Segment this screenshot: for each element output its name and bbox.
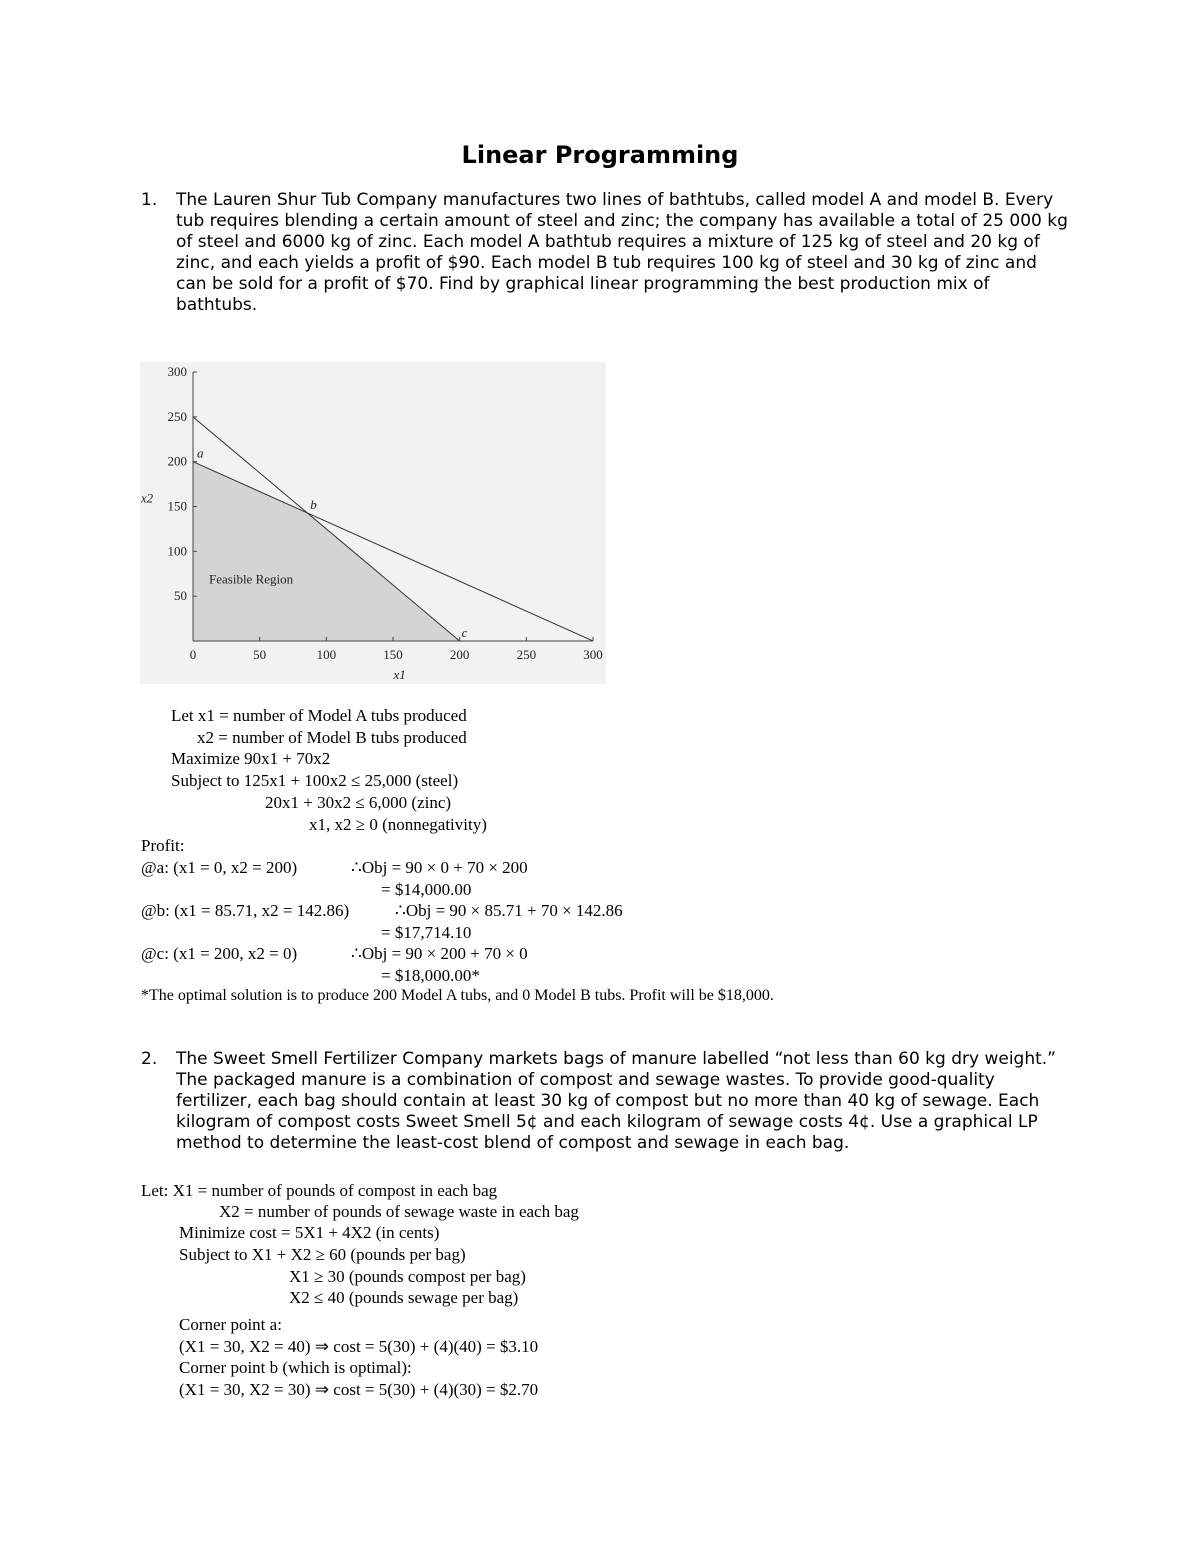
- x-axis-label: x1: [393, 667, 406, 682]
- x-tick-label: 0: [189, 647, 197, 662]
- lp-graph: [140, 362, 606, 684]
- s1-value-a: = $14,000.00: [381, 880, 472, 899]
- y-tick-label: 200: [167, 453, 187, 469]
- corner-point-c: c: [461, 625, 468, 640]
- s2-corner-a-label: Corner point a:: [179, 1315, 282, 1334]
- y-tick-label: 250: [167, 408, 187, 424]
- s1-let-x2: x2 = number of Model B tubs produced: [197, 728, 467, 747]
- s2-constraint-total: Subject to X1 + X2 ≥ 60 (pounds per bag): [179, 1245, 466, 1264]
- s1-profit-label: Profit:: [141, 836, 185, 855]
- s1-objective: Maximize 90x1 + 70x2: [171, 749, 331, 768]
- x-tick-label: 150: [383, 647, 403, 662]
- x-tick-label: 300: [583, 647, 603, 662]
- s1-constraint-zinc: 20x1 + 30x2 ≤ 6,000 (zinc): [265, 793, 452, 812]
- feasible-region-label: Feasible Region: [209, 571, 294, 587]
- s1-optimal-note: *The optimal solution is to produce 200 Model A tubs, and 0 Model B tubs. Profit will be $18,000.: [141, 987, 774, 1004]
- problem-text: The Sweet Smell Fertilizer Company markets bags of manure labelled “not less than 60 kg dry weight.” The packaged manure is a combination of compost and sewage wastes. To provide good-quality fertilizer, each bag should contain at least 30 kg of compost but no more than 40 kg of sewage. Each kilogram of compost costs Sweet Smell 5¢ and each kilogram of sewage costs 4¢. Use a graphical LP method to determine the least-cost blend of compost and sewage in each bag.: [176, 1049, 1056, 1153]
- problem-text: The Lauren Shur Tub Company manufactures two lines of bathtubs, called model A and model B. Every tub requires blending a certain amount of steel and zinc; the company has available a total of 25 000 kg of steel and 6000 kg of zinc. Each model A bathtub requires a mixture of 125 kg of steel and 20 kg of zinc, and each yields a profit of $90. Each model B tub requires 100 kg of steel and 30 kg of zinc and can be sold for a profit of $70. Find by graphical linear programming the best production mix of bathtubs.: [176, 190, 1068, 315]
- s1-point-c: @c: (x1 = 200, x2 = 0): [141, 944, 298, 963]
- problem-number: 1.: [141, 190, 158, 210]
- y-axis-label: x2: [140, 490, 154, 506]
- x-tick-label: 250: [516, 647, 537, 662]
- y-tick-label: 100: [167, 543, 187, 559]
- s2-constraint-compost: X1 ≥ 30 (pounds compost per bag): [289, 1267, 526, 1286]
- s1-value-b: = $17,714.10: [381, 923, 472, 942]
- s2-objective: Minimize cost = 5X1 + 4X2 (in cents): [179, 1223, 440, 1242]
- s2-corner-b-label: Corner point b (which is optimal):: [179, 1358, 412, 1377]
- problem-2: [141, 1049, 1071, 1154]
- s1-constraint-steel: Subject to 125x1 + 100x2 ≤ 25,000 (steel): [171, 771, 459, 790]
- x-tick-label: 200: [449, 647, 470, 662]
- s1-obj-a: ∴Obj = 90 × 0 + 70 × 200: [351, 858, 528, 877]
- s1-obj-c: ∴Obj = 90 × 200 + 70 × 0: [351, 944, 528, 963]
- y-tick-label: 50: [174, 588, 187, 604]
- y-tick-label: 150: [167, 498, 187, 514]
- corner-point-a: a: [197, 445, 204, 461]
- s2-let-x2: X2 = number of pounds of sewage waste in each bag: [219, 1202, 579, 1221]
- s1-obj-b: ∴Obj = 90 × 85.71 + 70 × 142.86: [395, 901, 623, 920]
- problem-number: 2.: [141, 1049, 158, 1069]
- s2-let-x1: Let: X1 = number of pounds of compost in each bag: [141, 1181, 498, 1200]
- s1-value-c: = $18,000.00*: [381, 966, 480, 985]
- s1-let-x1: Let x1 = number of Model A tubs produced: [171, 706, 467, 725]
- s1-constraint-nonneg: x1, x2 ≥ 0 (nonnegativity): [309, 815, 487, 834]
- s1-point-b: @b: (x1 = 85.71, x2 = 142.86): [141, 901, 350, 920]
- corner-point-b: b: [310, 496, 317, 512]
- s2-corner-a-calc: (X1 = 30, X2 = 40) ⇒ cost = 5(30) + (4)(40) = $3.10: [179, 1337, 539, 1356]
- x-tick-label: 100: [316, 647, 337, 662]
- page-title: Linear Programming: [461, 141, 739, 169]
- s2-constraint-sewage: X2 ≤ 40 (pounds sewage per bag): [289, 1288, 519, 1307]
- y-tick-label: 300: [167, 364, 187, 379]
- problem-1: [141, 190, 1071, 316]
- s2-corner-b-calc: (X1 = 30, X2 = 30) ⇒ cost = 5(30) + (4)(30) = $2.70: [179, 1380, 539, 1399]
- s1-point-a: @a: (x1 = 0, x2 = 200): [141, 858, 298, 877]
- x-tick-label: 50: [253, 647, 267, 662]
